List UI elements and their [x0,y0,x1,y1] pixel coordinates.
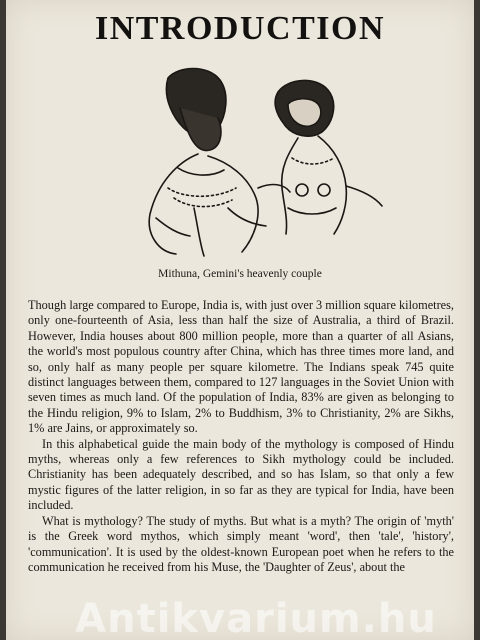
illustration-caption: Mithuna, Gemini's heavenly couple [158,268,322,280]
paragraph: In this alphabetical guide the main body of the mythology is composed of Hindu myths, whereas only a few references to Sikh mythology could be included. Christianity has been adequately described, and so has Islam, so that only a few mystic figures of the latter religion, in so far as they are typical for India, have been included. [28,436,454,513]
mithuna-couple-illustration [138,58,388,258]
book-page [6,0,474,640]
watermark: Antikvarium.hu [75,596,437,640]
paragraph: What is mythology? The study of myths. But what is a myth? The origin of 'myth' is the Greek word mythos, which simply meant 'word', then 'tale', 'history', 'communication'. It is used by the oldest-known European poet when he refers to the communication he received from his Muse, the 'Daughter of Zeus', about the [28,513,454,574]
body-text [28,298,454,575]
paragraph: Though large compared to Europe, India is, with just over 3 million square kilometres, only one-fourteenth of Asia, less than half the size of Australia, a third of Brazil. However, India houses about 800 million people, more than a quarter of all Asians, the world's most populous country after China, which has three times more land, and so, only half as many people per square kilometre. The Indians speak 745 quite distinct languages between them, compared to 127 languages in the Soviet Union with seven times as much land. Of the population of India, 83% are given as belonging to the Hindu religion, 9% to Islam, 2% to Buddhism, 3% to Christianity, 2% are Sikhs, 1% are Jains, or approximately so. [28,298,454,436]
page-title: INTRODUCTION [94,10,386,47]
